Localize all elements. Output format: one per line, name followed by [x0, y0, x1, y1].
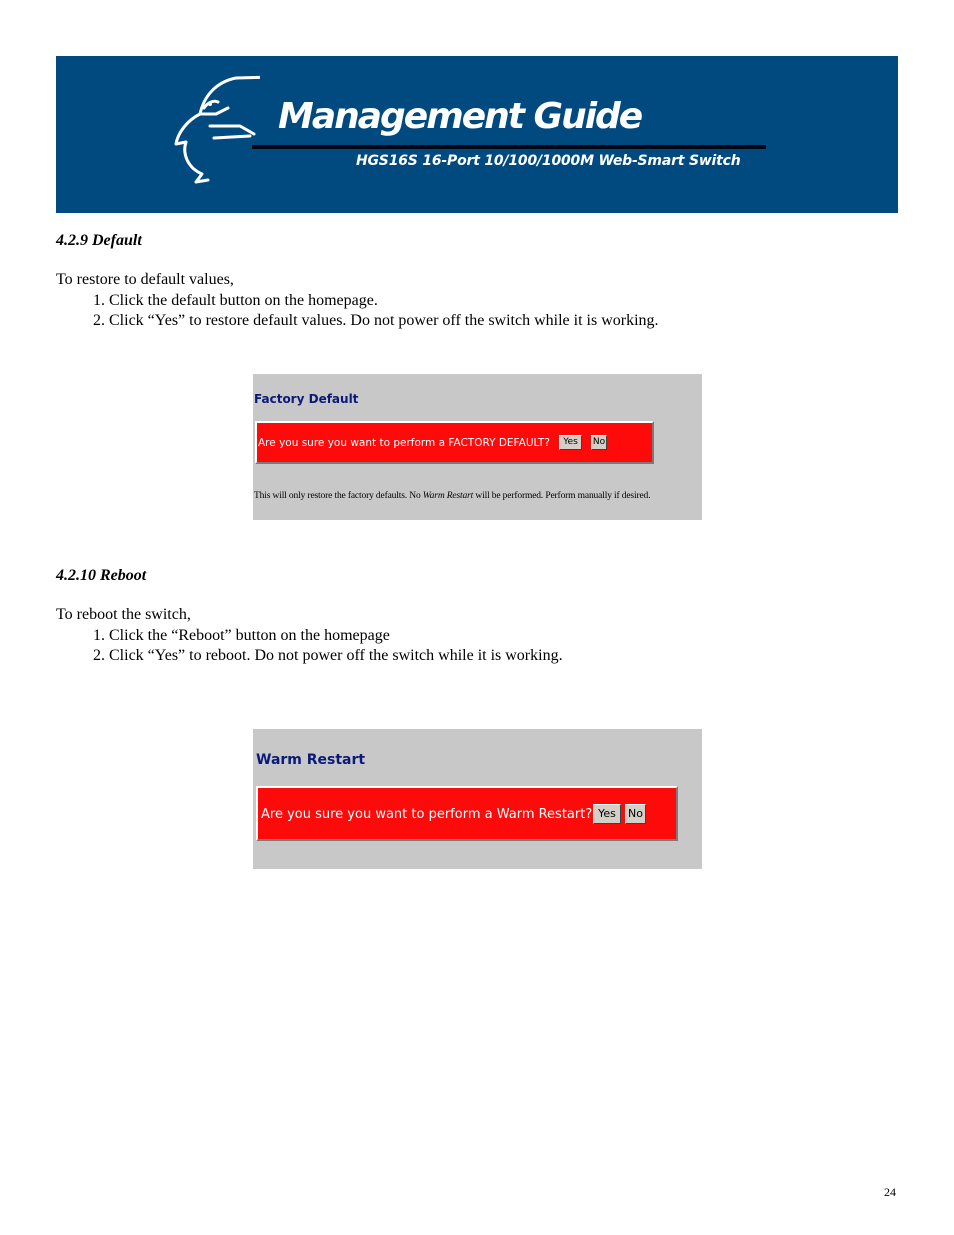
- factory-default-alert: [255, 421, 654, 464]
- list-item: 1. Click the “Reboot” button on the homepage: [93, 627, 390, 644]
- note-text-end: will be performed. Perform manually if desired.: [473, 491, 651, 501]
- note-text-italic: Warm Restart: [422, 491, 474, 501]
- warm-yes-button[interactable]: Yes: [593, 804, 621, 824]
- warm-restart-panel: [253, 729, 702, 869]
- header-banner: [56, 56, 898, 213]
- banner-divider: [252, 145, 766, 149]
- warm-restart-alert: [256, 786, 678, 841]
- list-item: 1. Click the default button on the homepage.: [93, 292, 378, 309]
- warm-no-button[interactable]: No: [625, 804, 646, 824]
- page-number: 24: [884, 1185, 896, 1199]
- warm-restart-question: Are you sure you want to perform a Warm Restart?: [261, 807, 593, 822]
- list-item: 2. Click “Yes” to reboot. Do not power off the switch while it is working.: [93, 646, 563, 664]
- default-steps-list: [93, 291, 659, 330]
- factory-default-note: [254, 491, 650, 501]
- list-item: 2. Click “Yes” to restore default values. Do not power off the switch while it is working.: [93, 311, 659, 329]
- default-intro: To restore to default values,: [56, 271, 234, 288]
- reboot-steps-list: [93, 626, 563, 665]
- factory-default-title: Factory Default: [254, 392, 359, 406]
- factory-default-question: Are you sure you want to perform a FACTORY DEFAULT?: [258, 437, 550, 449]
- factory-yes-button[interactable]: Yes: [559, 435, 582, 450]
- factory-default-panel: [253, 374, 702, 520]
- banner-subtitle: HGS16S 16-Port 10/100/1000M Web-Smart Switch: [356, 153, 741, 169]
- banner-title: Management Guide: [278, 96, 642, 137]
- reboot-intro: To reboot the switch,: [56, 606, 191, 623]
- warm-restart-title: Warm Restart: [256, 752, 366, 768]
- factory-no-button[interactable]: No: [591, 435, 607, 450]
- section-heading-reboot: 4.2.10 Reboot: [56, 567, 147, 584]
- note-text-start: This will only restore the factory defaults. No: [254, 491, 423, 501]
- section-heading-default: 4.2.9 Default: [56, 232, 142, 249]
- eagle-logo-icon: [170, 74, 260, 188]
